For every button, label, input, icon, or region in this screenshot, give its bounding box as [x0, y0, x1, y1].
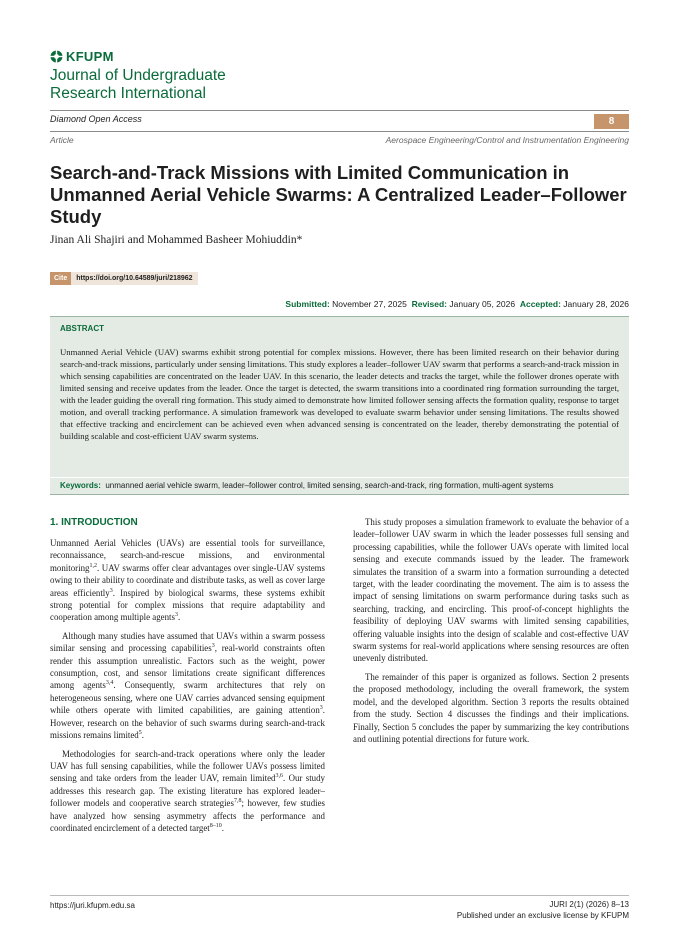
citation-ref[interactable]: 3	[211, 643, 215, 650]
publisher-logo	[50, 49, 114, 64]
paragraph: Methodologies for search-and-track operations where only the leader UAV has full sensing capabilities, while the follower UAVs possess limited sensing and take orders from the leader UAV, remain limited$^{3,6}$. Our study addresses this research gap. The existing literature has explored leader–follower models and cooperative search strategies$^{7,8}$; however, few studies have analyzed how sensing asymmetry affects the performance and coordinated encirclement of a detected target$^{8-10}$.	[50, 748, 326, 833]
citation-ref[interactable]: 8–10	[209, 822, 222, 829]
citation-ref[interactable]: 3,4	[105, 680, 114, 687]
paper-title: Search-and-Track Missions with Limited Communication in Unmanned Aerial Vehicle Swarms: A Centralized Leader–Follower Study	[50, 162, 627, 227]
doi-link[interactable]: https://doi.org/10.64589/juri/218962	[71, 272, 197, 285]
citation-ref[interactable]: 3	[319, 705, 323, 712]
article-type: Article	[50, 135, 74, 145]
publisher-name: KFUPM	[66, 49, 114, 64]
subject-field: Aerospace Engineering/Control and Instrumentation Engineering	[385, 135, 629, 145]
paragraph: Although many studies have assumed that UAVs within a swarm possess similar sensing and processing capabilities$^3$, real-world constraints often render this assumption unrealistic. Factors such as the weight, power consumption, cost, and sensor limitations create significant differences among agents$^{3,4}$. Consequently, swarm architectures that rely on heterogeneous sensing, where one UAV carries advanced sensing equipment while others operate with limited capabilities, are gaining attention$^3$. However, research on the behavior of such swarms during search-and-track missions remains limited$^5$.	[50, 630, 326, 741]
paragraph: This study proposes a simulation framework to evaluate the behavior of a leader–follower UAV swarm in which the leader possesses full sensing and processing capabilities, while the follower UAVs operate with limited local sensing and execute commands issued by the leader. The framework simulates the transition of a swarm into a formation surrounding a detected target, with the leader coordinating the movement. The aim is to assess the impact of sensing limitations on swarm performance during tasks such as searching, tracking, and encircling. This proof-of-concept highlights the feasibility of deploying UAV swarms with limited sensing capabilities, offering valuable insights into the design of scalable and cost-effective UAV swarm systems for real-world applications where sensing resources are often unevenly distributed.	[353, 517, 629, 664]
journal-url[interactable]: https://juri.kfupm.edu.sa	[50, 901, 135, 910]
cite-label[interactable]: Cite	[50, 272, 71, 285]
header-rule	[50, 110, 629, 111]
footer-rule	[50, 895, 629, 896]
paragraph: Unmanned Aerial Vehicles (UAVs) are essential tools for surveillance, reconnaissance, search-and-rescue missions, and environmental monitoring$^{1,2}$. UAV swarms offer clear advantages over single-UAV systems owing to their ability to coordinate and distribute tasks, as well as cover large areas efficiently$^3$. Inspired by biological swarms, these systems exhibit strong potential for complex missions that require adaptability and cooperation among multiple agents$^3$.	[50, 538, 325, 623]
citation-ref[interactable]: 1,2	[89, 562, 97, 569]
citation-ref[interactable]: 3,6	[275, 773, 283, 780]
page-number-badge: 8	[594, 114, 629, 129]
cite-doi[interactable]	[50, 272, 198, 285]
abstract-heading: ABSTRACT	[60, 324, 104, 333]
right-column	[353, 516, 629, 751]
citation-ref[interactable]: 5	[138, 730, 142, 737]
access-label: Diamond Open Access	[50, 114, 142, 124]
keywords: Keywords: unmanned aerial vehicle swarm, leader–follower control, limited sensing, search-and-track, ring formation, multi-agent systems	[60, 481, 554, 490]
header-rule-2	[50, 131, 629, 132]
paragraph: The remainder of this paper is organized as follows. Section 2 presents the proposed methodology, including the overall framework, the system model, and the developed algorithm. Section 3 reports the results obtained from the study. Section 4 discusses the findings and their implications. Finally, Section 5 concludes the paper by summarizing the key contributions and outlining potential directions for future work.	[353, 671, 629, 744]
left-column	[50, 537, 325, 840]
author-list[interactable]: Jinan Ali Shajiri and Mohammed Basheer Mohiuddin*	[50, 234, 303, 246]
citation-ref[interactable]: 3	[109, 587, 113, 594]
footer-citation: JURI 2(1) (2026) 8–13 Published under an exclusive license by KFUPM	[456, 900, 629, 920]
citation-ref[interactable]: 7,8	[233, 798, 242, 805]
journal-name: Journal of Undergraduate Research International	[50, 67, 226, 102]
abstract-text: Unmanned Aerial Vehicle (UAV) swarms exhibit strong potential for complex missions. However, there has been limited research on their behavior during search-and-track missions, particularly under sensing limitations. This study explores a leader–follower UAV swarm that performs a search-and-track mission in which sensing capabilities are concentrated on the leader UAV. In this scenario, the leader detects and tracks the target, while the follower drones operate with limited sensing and receive updates from the leader. Once the target is detected, the swarm transitions into a coordinated ring formation surrounding the target, with the leader guiding the overall ring formation. This study aimed to demonstrate how limited follower sensing affects the formation quality, response to target motion, and overall tracking performance. A simulation framework was developed to evaluate swarm behavior under sensing limitations. The results showed that effective tracking and encirclement can be achieved even when advanced sensing is concentrated on the leader, thereby demonstrating the potential of building scalable and cost-efficient UAV swarm systems.	[60, 347, 619, 441]
kfupm-logo-icon	[50, 50, 63, 63]
publication-dates: Submitted: November 27, 2025 Revised: January 05, 2026 Accepted: January 28, 2026	[285, 299, 629, 309]
citation-ref[interactable]: 3	[174, 612, 178, 619]
section-heading-introduction: 1. INTRODUCTION	[50, 517, 138, 528]
